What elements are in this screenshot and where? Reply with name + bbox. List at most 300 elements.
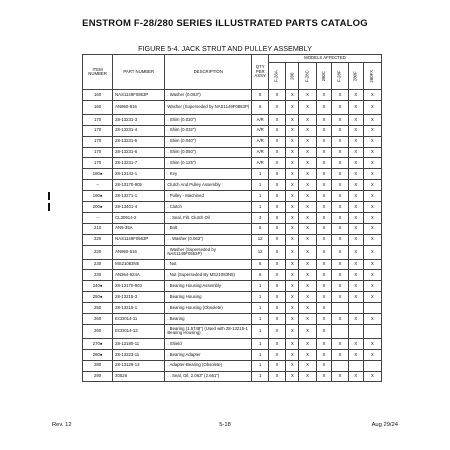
- part-number-cell: 28-13231-4: [113, 125, 165, 136]
- table-row: [83, 202, 382, 213]
- qty-cell: A/R: [252, 136, 269, 147]
- part-number-cell: ECD014-13: [113, 324, 165, 338]
- table-row: [83, 360, 382, 371]
- model-mark-cell: X: [269, 338, 286, 349]
- model-label: F-28C: [304, 70, 310, 82]
- description-cell: . Washer (Superseded by NAS1149F0563P): [165, 245, 252, 259]
- qty-cell: 1: [252, 324, 269, 338]
- model-header: [269, 63, 286, 90]
- part-number-cell: NAS1149F0563P: [113, 234, 165, 245]
- model-mark-cell: X: [316, 191, 331, 202]
- model-mark-cell: X: [299, 223, 316, 234]
- model-mark-cell: X: [348, 292, 363, 303]
- model-mark-cell: X: [299, 245, 316, 259]
- model-mark-cell: X: [286, 259, 299, 270]
- model-mark-cell: X: [269, 90, 286, 101]
- model-mark-cell: X: [348, 180, 363, 191]
- description-cell: . Bearing Housing Assembly: [165, 281, 252, 292]
- model-mark-cell: X: [363, 169, 381, 180]
- model-mark-cell: X: [286, 324, 299, 338]
- model-label: 280F: [352, 71, 358, 81]
- model-mark-cell: X: [299, 114, 316, 125]
- model-mark-cell: X: [269, 180, 286, 191]
- model-mark-cell: X: [269, 270, 286, 281]
- model-header: [363, 63, 381, 90]
- models-affected-header: MODELS AFFECTED: [269, 55, 382, 63]
- model-mark-cell: X: [286, 90, 299, 101]
- model-label: F-28F: [336, 70, 342, 82]
- model-mark-cell: X: [332, 158, 349, 169]
- model-mark-cell: X: [299, 158, 316, 169]
- part-number-cell: 28-13231-3: [113, 114, 165, 125]
- model-mark-cell: X: [348, 371, 363, 382]
- model-mark-cell: X: [348, 147, 363, 158]
- model-mark-cell: X: [316, 212, 331, 223]
- model-mark-cell: X: [332, 245, 349, 259]
- qty-cell: 6: [252, 100, 269, 114]
- description-cell: . . Washer (0.063"): [165, 234, 252, 245]
- part-number-cell: 28-13129-13: [113, 360, 165, 371]
- model-mark-cell: X: [332, 292, 349, 303]
- item-number-cell: 160: [83, 100, 113, 114]
- model-mark-cell: X: [363, 314, 381, 325]
- table-row: [83, 371, 382, 382]
- model-mark-cell: X: [286, 158, 299, 169]
- model-mark-cell: X: [269, 314, 286, 325]
- model-mark-cell: X: [299, 338, 316, 349]
- page-number: 5-18: [219, 422, 231, 428]
- model-mark-cell: X: [316, 270, 331, 281]
- table-row: [83, 245, 382, 259]
- model-mark-cell: X: [286, 292, 299, 303]
- table-row: [83, 90, 382, 101]
- model-mark-cell: X: [269, 281, 286, 292]
- model-mark-cell: X: [286, 136, 299, 147]
- model-mark-cell: X: [299, 90, 316, 101]
- model-mark-cell: X: [299, 100, 316, 114]
- model-mark-cell: X: [363, 270, 381, 281]
- item-number-cell: 230: [83, 259, 113, 270]
- qty-cell: 6: [252, 259, 269, 270]
- model-mark-cell: [332, 360, 349, 371]
- model-mark-cell: X: [363, 259, 381, 270]
- model-mark-cell: X: [363, 114, 381, 125]
- table-row: [83, 191, 382, 202]
- model-header: [348, 63, 363, 90]
- catalog-title: ENSTROM F-28/280 SERIES ILLUSTRATED PARTS CATALOG: [82, 18, 368, 29]
- part-number-cell: 28-13231-5: [113, 136, 165, 147]
- model-mark-cell: X: [299, 281, 316, 292]
- model-mark-cell: X: [316, 114, 331, 125]
- model-mark-cell: X: [348, 100, 363, 114]
- table-row: [83, 349, 382, 360]
- model-mark-cell: X: [332, 349, 349, 360]
- table-row: [83, 136, 382, 147]
- qty-cell: 6: [252, 270, 269, 281]
- model-mark-cell: X: [316, 281, 331, 292]
- model-mark-cell: X: [363, 158, 381, 169]
- model-mark-cell: X: [286, 314, 299, 325]
- qty-cell: 1: [252, 191, 269, 202]
- model-mark-cell: X: [316, 223, 331, 234]
- model-mark-cell: X: [332, 259, 349, 270]
- model-mark-cell: X: [269, 245, 286, 259]
- model-mark-cell: X: [363, 349, 381, 360]
- model-mark-cell: X: [363, 191, 381, 202]
- model-mark-cell: X: [286, 338, 299, 349]
- model-mark-cell: X: [269, 303, 286, 314]
- model-mark-cell: [348, 303, 363, 314]
- model-mark-cell: X: [316, 158, 331, 169]
- model-mark-cell: X: [299, 125, 316, 136]
- description-cell: . Shield: [165, 338, 252, 349]
- qty-cell: 1: [252, 281, 269, 292]
- model-mark-cell: [348, 324, 363, 338]
- item-number-cell: 200●: [83, 202, 113, 213]
- part-number-cell: ECD014-11: [113, 314, 165, 325]
- model-mark-cell: X: [332, 281, 349, 292]
- figure-title: FIGURE 5-4. JACK STRUT AND PULLEY ASSEMBLY: [138, 44, 312, 53]
- item-number-cell: 170: [83, 136, 113, 147]
- model-label: 280FX: [369, 69, 375, 83]
- model-header: [286, 63, 299, 90]
- model-mark-cell: X: [348, 234, 363, 245]
- model-mark-cell: X: [286, 223, 299, 234]
- model-mark-cell: X: [286, 360, 299, 371]
- qty-cell: 1: [252, 202, 269, 213]
- model-mark-cell: X: [348, 169, 363, 180]
- model-mark-cell: X: [286, 202, 299, 213]
- model-mark-cell: X: [363, 292, 381, 303]
- model-mark-cell: X: [332, 169, 349, 180]
- model-mark-cell: X: [363, 371, 381, 382]
- table-row: [83, 324, 382, 338]
- description-cell: . Bearing Adapter: [165, 349, 252, 360]
- model-mark-cell: X: [286, 212, 299, 223]
- item-number-cell: 230: [83, 270, 113, 281]
- qty-cell: 1: [252, 169, 269, 180]
- model-mark-cell: X: [332, 338, 349, 349]
- model-mark-cell: X: [332, 147, 349, 158]
- model-mark-cell: X: [332, 180, 349, 191]
- description-cell: . Bearing Housing: [165, 292, 252, 303]
- model-mark-cell: X: [348, 259, 363, 270]
- model-mark-cell: [348, 360, 363, 371]
- model-mark-cell: X: [269, 360, 286, 371]
- part-number-cell: 28-13231-7: [113, 158, 165, 169]
- model-mark-cell: X: [299, 212, 316, 223]
- qty-cell: 1: [252, 292, 269, 303]
- qty-cell: 3: [252, 212, 269, 223]
- item-number-cell: 250●: [83, 292, 113, 303]
- item-number-cell: –: [83, 212, 113, 223]
- part-number-cell: AN5-35A: [113, 223, 165, 234]
- model-mark-cell: X: [286, 303, 299, 314]
- item-number-cell: 290: [83, 371, 113, 382]
- model-mark-cell: X: [316, 371, 331, 382]
- model-mark-cell: X: [316, 324, 331, 338]
- model-mark-cell: X: [299, 136, 316, 147]
- description-cell: . Shim (0.020"): [165, 114, 252, 125]
- table-row: [83, 223, 382, 234]
- model-mark-cell: X: [348, 90, 363, 101]
- model-mark-cell: X: [316, 245, 331, 259]
- part-number-cell: CL30914-2: [113, 212, 165, 223]
- description-cell: . Pulley - Machined: [165, 191, 252, 202]
- description-cell: . Nut (Superseded By MS21083N5): [165, 270, 252, 281]
- model-mark-cell: X: [316, 125, 331, 136]
- model-mark-cell: X: [269, 292, 286, 303]
- model-mark-cell: X: [299, 314, 316, 325]
- model-mark-cell: X: [269, 136, 286, 147]
- description-cell: . . Seal, Oil, 2.063" (2.661"): [165, 371, 252, 382]
- model-mark-cell: X: [269, 371, 286, 382]
- description-header: DESCRIPTION: [165, 55, 252, 90]
- model-mark-cell: X: [332, 114, 349, 125]
- description-cell: . Shim (0.125"): [165, 158, 252, 169]
- model-mark-cell: X: [286, 147, 299, 158]
- model-header: [299, 63, 316, 90]
- model-mark-cell: X: [316, 314, 331, 325]
- qty-cell: 1: [252, 338, 269, 349]
- qty-cell: 12: [252, 245, 269, 259]
- part-number-cell: 28-13271-1: [113, 191, 165, 202]
- revision-label: Rev. 12: [52, 422, 72, 428]
- model-mark-cell: X: [269, 202, 286, 213]
- model-mark-cell: X: [332, 202, 349, 213]
- qty-cell: 12: [252, 234, 269, 245]
- item-number-cell: 210: [83, 223, 113, 234]
- item-number-cell: 170: [83, 114, 113, 125]
- model-mark-cell: X: [348, 281, 363, 292]
- table-row: [83, 234, 382, 245]
- model-mark-cell: X: [299, 270, 316, 281]
- model-label: F-28A: [273, 70, 279, 82]
- item-number-cell: 280●: [83, 349, 113, 360]
- model-label: 280: [289, 72, 295, 80]
- description-cell: . Nut: [165, 259, 252, 270]
- model-mark-cell: X: [316, 202, 331, 213]
- model-mark-cell: X: [363, 125, 381, 136]
- model-mark-cell: X: [348, 270, 363, 281]
- model-mark-cell: X: [316, 303, 331, 314]
- item-number-cell: 260: [83, 314, 113, 325]
- part-number-header: PART NUMBER: [113, 55, 165, 90]
- model-mark-cell: X: [299, 147, 316, 158]
- item-number-cell: 260: [83, 324, 113, 338]
- model-mark-cell: X: [332, 314, 349, 325]
- item-number-cell: 160: [83, 90, 113, 101]
- table-row: [83, 338, 382, 349]
- model-mark-cell: X: [269, 114, 286, 125]
- revision-change-bar: [48, 203, 50, 211]
- model-mark-cell: X: [269, 169, 286, 180]
- part-number-cell: 28-13142-1: [113, 169, 165, 180]
- model-mark-cell: X: [299, 259, 316, 270]
- model-mark-cell: X: [269, 324, 286, 338]
- model-mark-cell: X: [348, 202, 363, 213]
- model-mark-cell: [363, 303, 381, 314]
- model-mark-cell: X: [299, 324, 316, 338]
- table-row: [83, 303, 382, 314]
- model-mark-cell: X: [286, 371, 299, 382]
- model-mark-cell: X: [299, 191, 316, 202]
- table-row: [83, 314, 382, 325]
- model-mark-cell: X: [332, 125, 349, 136]
- part-number-cell: AN960-816: [113, 100, 165, 114]
- description-cell: Washer (Superseded by NAS1149F0863P): [165, 100, 252, 114]
- model-mark-cell: X: [363, 90, 381, 101]
- description-cell: . . Seal, Filt. Clutch Oil: [165, 212, 252, 223]
- description-cell: . Bearing Housing (Obsolete): [165, 303, 252, 314]
- model-mark-cell: X: [316, 169, 331, 180]
- model-mark-cell: X: [348, 136, 363, 147]
- parts-table: [82, 54, 382, 382]
- qty-cell: 1: [252, 180, 269, 191]
- qty-cell: A/R: [252, 125, 269, 136]
- item-number-cell: 170: [83, 125, 113, 136]
- model-mark-cell: X: [269, 191, 286, 202]
- model-mark-cell: X: [332, 136, 349, 147]
- model-mark-cell: X: [299, 180, 316, 191]
- model-mark-cell: X: [348, 349, 363, 360]
- part-number-cell: 28-13215-3: [113, 292, 165, 303]
- model-mark-cell: X: [332, 212, 349, 223]
- model-mark-cell: X: [363, 202, 381, 213]
- part-number-cell: 28-13231-6: [113, 147, 165, 158]
- qty-cell: 6: [252, 223, 269, 234]
- table-row: [83, 259, 382, 270]
- item-number-cell: 170: [83, 147, 113, 158]
- table-row: [83, 169, 382, 180]
- part-number-cell: 20526: [113, 371, 165, 382]
- part-number-cell: 28-13180-11: [113, 338, 165, 349]
- part-number-cell: NAS1149F0863P: [113, 90, 165, 101]
- model-mark-cell: X: [348, 125, 363, 136]
- model-mark-cell: X: [332, 270, 349, 281]
- description-cell: Clutch And Pulley Assembly: [165, 180, 252, 191]
- model-mark-cell: X: [316, 234, 331, 245]
- qty-cell: 1: [252, 371, 269, 382]
- table-row: [83, 158, 382, 169]
- model-mark-cell: X: [348, 223, 363, 234]
- model-mark-cell: X: [316, 360, 331, 371]
- model-mark-cell: X: [332, 100, 349, 114]
- qty-cell: A/R: [252, 114, 269, 125]
- part-number-cell: AN364-524A: [113, 270, 165, 281]
- model-mark-cell: X: [269, 234, 286, 245]
- model-mark-cell: X: [286, 245, 299, 259]
- model-mark-cell: X: [286, 180, 299, 191]
- model-mark-cell: X: [332, 191, 349, 202]
- part-number-cell: MS21083N5: [113, 259, 165, 270]
- qty-cell: A/R: [252, 147, 269, 158]
- model-mark-cell: X: [363, 100, 381, 114]
- model-mark-cell: [363, 360, 381, 371]
- model-mark-cell: X: [316, 100, 331, 114]
- item-number-cell: 190●: [83, 191, 113, 202]
- model-mark-cell: X: [363, 281, 381, 292]
- item-number-cell: 170: [83, 158, 113, 169]
- model-mark-cell: X: [332, 234, 349, 245]
- description-cell: . Clutch: [165, 202, 252, 213]
- model-mark-cell: X: [348, 191, 363, 202]
- table-row: [83, 147, 382, 158]
- part-number-cell: 28-13401-4: [113, 202, 165, 213]
- model-mark-cell: X: [299, 360, 316, 371]
- model-mark-cell: X: [348, 338, 363, 349]
- model-mark-cell: X: [363, 180, 381, 191]
- table-row: [83, 292, 382, 303]
- model-mark-cell: X: [286, 270, 299, 281]
- part-number-cell: AN960-516: [113, 245, 165, 259]
- item-number-cell: 250: [83, 303, 113, 314]
- model-mark-cell: X: [363, 223, 381, 234]
- description-cell: . Key: [165, 169, 252, 180]
- model-mark-cell: X: [332, 371, 349, 382]
- model-mark-cell: X: [286, 234, 299, 245]
- model-header: [332, 63, 349, 90]
- model-mark-cell: X: [299, 349, 316, 360]
- model-mark-cell: X: [363, 234, 381, 245]
- item-number-cell: 270●: [83, 338, 113, 349]
- model-mark-cell: X: [286, 191, 299, 202]
- item-number-cell: 280: [83, 360, 113, 371]
- model-label: 280C: [320, 70, 326, 82]
- model-mark-cell: X: [269, 158, 286, 169]
- model-mark-cell: X: [348, 212, 363, 223]
- qty-cell: A/R: [252, 158, 269, 169]
- item-number-cell: 220: [83, 234, 113, 245]
- model-mark-cell: X: [299, 202, 316, 213]
- description-cell: . Shim (0.040"): [165, 136, 252, 147]
- model-mark-cell: X: [316, 259, 331, 270]
- model-mark-cell: X: [286, 125, 299, 136]
- model-mark-cell: X: [363, 212, 381, 223]
- model-mark-cell: [332, 324, 349, 338]
- qty-cell: 1: [252, 360, 269, 371]
- model-mark-cell: X: [316, 349, 331, 360]
- item-number-cell: –: [83, 180, 113, 191]
- model-mark-cell: X: [316, 292, 331, 303]
- model-mark-cell: X: [316, 180, 331, 191]
- model-mark-cell: X: [286, 114, 299, 125]
- model-mark-cell: X: [286, 100, 299, 114]
- item-number-cell: 240●: [83, 281, 113, 292]
- qty-cell: 1: [252, 303, 269, 314]
- item-number-cell: 180●: [83, 169, 113, 180]
- description-cell: . Bearing: [165, 314, 252, 325]
- model-mark-cell: X: [348, 245, 363, 259]
- model-mark-cell: X: [316, 90, 331, 101]
- revision-change-bar: [48, 192, 50, 200]
- model-mark-cell: X: [348, 114, 363, 125]
- model-mark-cell: [363, 324, 381, 338]
- model-mark-cell: X: [269, 349, 286, 360]
- item-number-header: ITEM NUMBER: [83, 55, 113, 90]
- table-row: [83, 270, 382, 281]
- description-cell: . Adapter-Bearing (Obsolete): [165, 360, 252, 371]
- description-cell: . Shim (0.032"): [165, 125, 252, 136]
- qty-cell: 1: [252, 349, 269, 360]
- model-mark-cell: X: [299, 371, 316, 382]
- model-mark-cell: X: [269, 212, 286, 223]
- qty-cell: 1: [252, 314, 269, 325]
- model-mark-cell: X: [316, 338, 331, 349]
- part-number-cell: 28-13170-903: [113, 281, 165, 292]
- description-cell: . Washer (0.063"): [165, 90, 252, 101]
- item-number-cell: 220: [83, 245, 113, 259]
